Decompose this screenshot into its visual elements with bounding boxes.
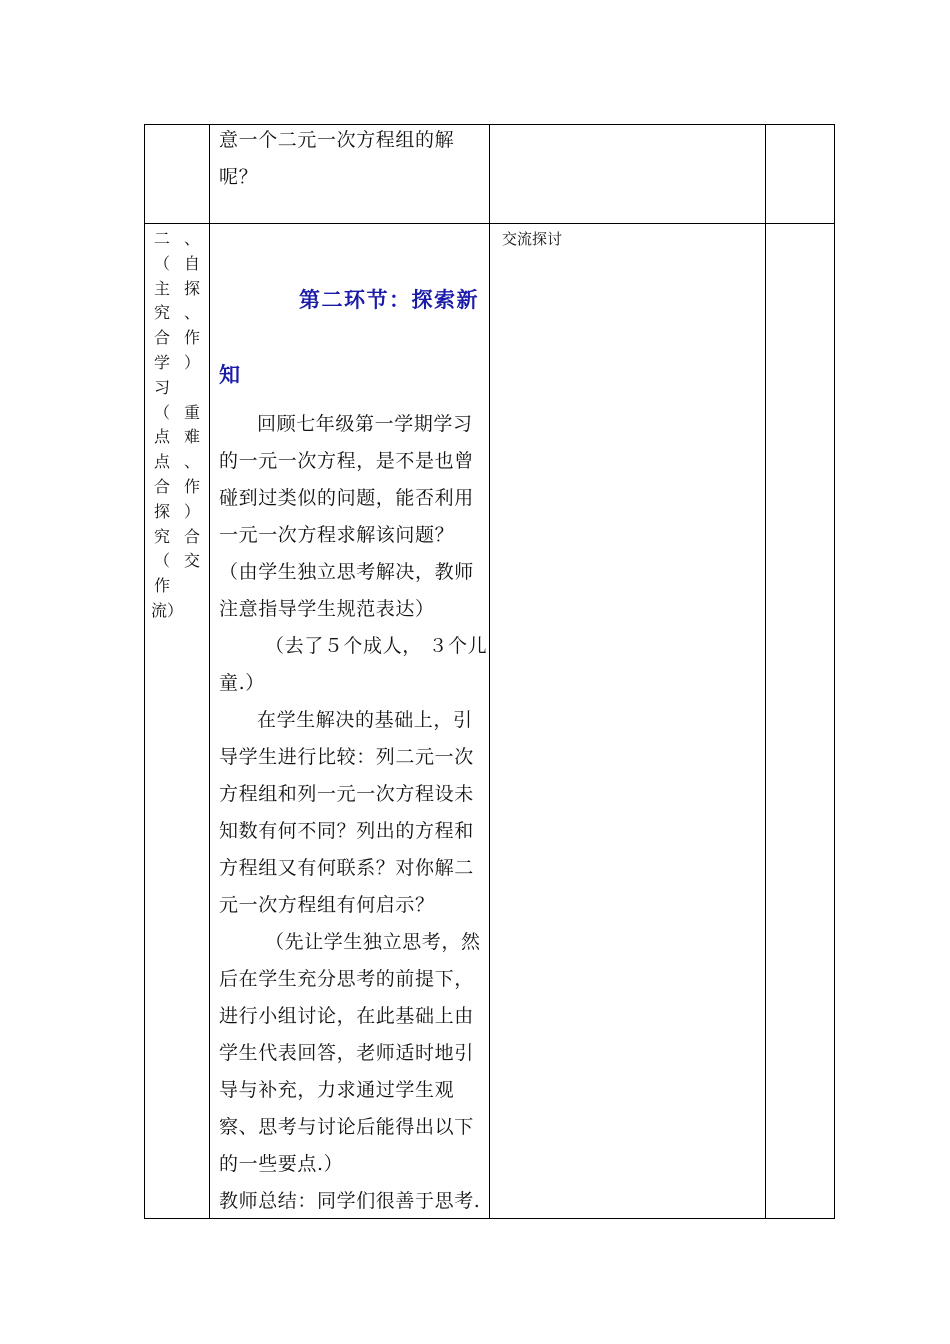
stage-char: 点 bbox=[153, 452, 170, 472]
row2-body-text bbox=[219, 406, 488, 1220]
stage-char: 合 bbox=[183, 526, 200, 546]
section-heading-cont: 知 bbox=[219, 363, 242, 387]
text-line: （由学生独立思考解决，教师 bbox=[219, 561, 474, 583]
stage-char: 作 bbox=[183, 328, 200, 348]
activity-text: 交流探讨 bbox=[502, 230, 563, 248]
text-line: 的一元一次方程，是不是也曾 bbox=[219, 450, 474, 472]
text-line: 的一些要点.） bbox=[219, 1153, 344, 1175]
stage-char bbox=[182, 376, 202, 401]
text-line: 回顾七年级第一学期学习 bbox=[257, 413, 473, 435]
stage-char: 重 bbox=[183, 402, 200, 422]
stage-label-col-a bbox=[151, 227, 184, 624]
stage-label-col-b bbox=[182, 227, 202, 574]
stage-char: 二 bbox=[153, 229, 170, 248]
text-line: 在学生解决的基础上，引 bbox=[257, 709, 473, 731]
stage-char: 流） bbox=[151, 600, 184, 620]
text-line: 注意指导学生规范表达） bbox=[219, 598, 435, 620]
stage-char: 探 bbox=[153, 501, 170, 521]
stage-char: 自 bbox=[183, 253, 200, 273]
text-line: 学生代表回答，老师适时地引 bbox=[219, 1042, 474, 1064]
text-line: 方程组和列一元一次方程设未 bbox=[219, 783, 474, 805]
stage-char: 交 bbox=[183, 551, 200, 571]
stage-char: （ bbox=[153, 551, 170, 571]
stage-char: ） bbox=[183, 501, 200, 521]
content-line: 意一个二元一次方程组的解 bbox=[219, 129, 455, 151]
text-line: 导学生进行比较：列二元一次 bbox=[219, 746, 474, 768]
activity-cell bbox=[502, 228, 562, 249]
text-line: 一元一次方程求解该问题？ bbox=[219, 524, 455, 546]
text-line: 碰到过类似的问题，能否利用 bbox=[219, 487, 474, 509]
text-line: 进行小组讨论，在此基础上由 bbox=[219, 1005, 474, 1027]
text-line: （去了５个成人， ３个儿 bbox=[265, 635, 488, 657]
stage-char: 、 bbox=[183, 452, 200, 472]
text-line: 童.） bbox=[219, 672, 265, 694]
stage-char: 究 bbox=[153, 526, 170, 546]
stage-char: 点 bbox=[153, 427, 170, 447]
table-row-divider bbox=[144, 223, 835, 224]
stage-char: 难 bbox=[183, 427, 200, 447]
table-border-left bbox=[144, 124, 145, 1219]
stage-char: 学 bbox=[153, 352, 170, 372]
stage-char: 作 bbox=[183, 476, 200, 496]
table-divider-col1 bbox=[209, 124, 210, 1219]
stage-char: 合 bbox=[153, 476, 170, 496]
stage-char: （ bbox=[153, 402, 170, 422]
section-heading: 第二环节：探索新 bbox=[299, 288, 479, 312]
text-line: 方程组又有何联系？对你解二 bbox=[219, 857, 474, 879]
stage-char: （ bbox=[153, 253, 170, 273]
stage-char: ） bbox=[183, 352, 200, 372]
text-line: 教师总结：同学们很善于思考. bbox=[219, 1190, 481, 1212]
stage-char: 习 bbox=[153, 377, 170, 397]
text-line: 知数有何不同？列出的方程和 bbox=[219, 820, 474, 842]
stage-char: 合 bbox=[153, 328, 170, 348]
content-line: 呢？ bbox=[219, 166, 259, 188]
stage-char: 究 bbox=[153, 303, 170, 323]
text-line: 后在学生充分思考的前提下， bbox=[219, 968, 474, 990]
table-divider-col3 bbox=[765, 124, 766, 1219]
stage-char: 主 bbox=[153, 278, 170, 298]
text-line: 察、思考与讨论后能得出以下 bbox=[219, 1116, 474, 1138]
row1-content-cell bbox=[219, 122, 483, 196]
table-border-right bbox=[834, 124, 835, 1219]
stage-char: 探 bbox=[183, 278, 200, 298]
row2-content-cell bbox=[219, 282, 483, 394]
table-divider-col2 bbox=[489, 124, 490, 1219]
stage-char: 、 bbox=[183, 303, 200, 323]
text-line: 导与补充，力求通过学生观 bbox=[219, 1079, 455, 1101]
stage-char: 、 bbox=[183, 229, 200, 248]
text-line: （先让学生独立思考，然 bbox=[265, 931, 481, 953]
text-line: 元一次方程组有何启示？ bbox=[219, 894, 435, 916]
stage-char: 作 bbox=[153, 576, 170, 596]
